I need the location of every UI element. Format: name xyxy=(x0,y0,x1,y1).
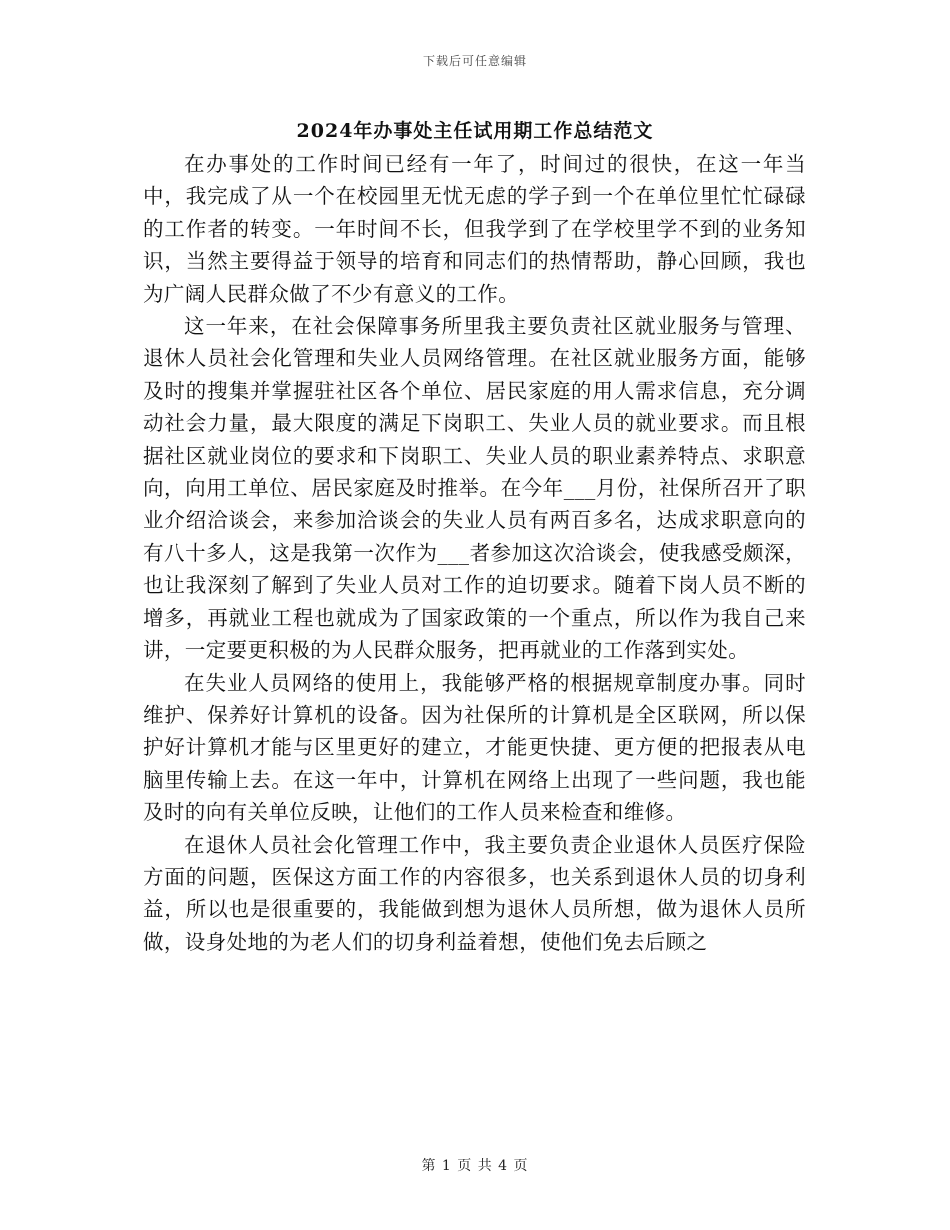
page-number: 第 1 页 共 4 页 xyxy=(421,1158,529,1174)
paragraph: 在办事处的工作时间已经有一年了，时间过的很快，在这一年当中，我完成了从一个在校园里无忧无虑的学子到一个在单位里忙忙碌碌的工作者的转变。一年时间不长，但我学到了在学校里学不到的业务知识，当然主要得益于领导的培育和同志们的热情帮助，静心回顾，我也为广阔人民群众做了不少有意义的工作。 xyxy=(143,152,806,306)
document-body xyxy=(143,148,806,958)
document-title: 2024年办事处主任试用期工作总结范文 xyxy=(296,120,654,142)
paragraph: 在失业人员网络的使用上，我能够严格的根据规章制度办事。同时维护、保养好计算机的设备。因为社保所的计算机是全区联网，所以保护好计算机才能与区里更好的建立，才能更快捷、更方便的把报表从电脑里传输上去。在这一年中，计算机在网络上出现了一些问题，我也能及时的向有关单位反映，让他们的工作人员来检查和维修。 xyxy=(143,670,806,825)
paragraph: 在退休人员社会化管理工作中，我主要负责企业退休人员医疗保险方面的问题，医保这方面工作的内容很多，也关系到退休人员的切身利益，所以也是很重要的，我能做到想为退休人员所想，做为退休人员所做，设身处地的为老人们的切身利益着想，使他们免去后顾之 xyxy=(143,832,806,954)
header-note: 下载后可任意编辑 xyxy=(422,54,527,68)
paragraph: 这一年来，在社会保障事务所里我主要负责社区就业服务与管理、退休人员社会化管理和失业人员网络管理。在社区就业服务方面，能够及时的搜集并掌握驻社区各个单位、居民家庭的用人需求信息，充分调动社会力量，最大限度的满足下岗职工、失业人员的就业要求。而且根据社区就业岗位的要求和下岗职工、失业人员的职业素养特点、求职意向，向用工单位、居民家庭及时推举。在今年___月份，社保所召开了职业介绍洽谈会，来参加洽谈会的失业人员有两百多名，达成求职意向的有八十多人，这是我第一次作为___者参加这次洽谈会，使我感受颇深，也让我深刻了解到了失业人员对工作的迫切要求。随着下岗人员不断的增多，再就业工程也就成为了国家政策的一个重点，所以作为我自己来讲，一定要更积极的为人民群众服务，把再就业的工作落到实处。 xyxy=(143,314,806,663)
